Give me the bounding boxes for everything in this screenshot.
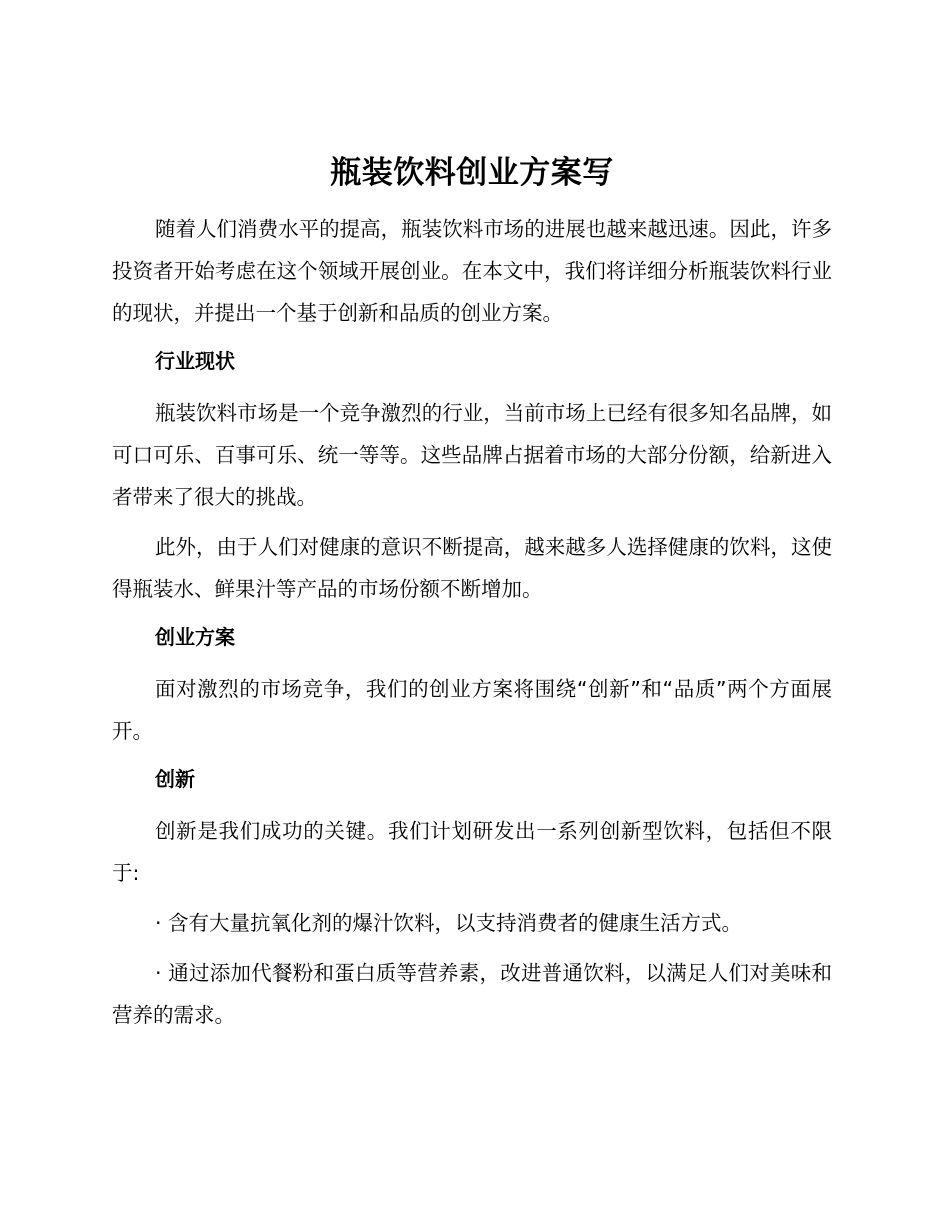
document-title: 瓶装饮料创业方案写 (330, 155, 614, 191)
document-page (112, 150, 832, 1036)
section-heading-industry: 行业现状 (155, 349, 235, 373)
section-heading-innovation: 创新 (155, 767, 195, 791)
section-heading-plan: 创业方案 (155, 625, 235, 649)
innovation-bullet-2: · 通过添加代餐粉和蛋白质等营养素，改进普通饮料，以满足人们对美味和营养的需求。 (112, 961, 832, 1027)
plan-paragraph-1: 面对激烈的市场竞争，我们的创业方案将围绕“创新”和“品质”两个方面展开。 (112, 677, 832, 743)
innovation-bullet-1: · 含有大量抗氧化剂的爆汁饮料，以支持消费者的健康生活方式。 (155, 911, 743, 935)
industry-paragraph-2: 此外，由于人们对健康的意识不断提高，越来越多人选择健康的饮料，这使得瓶装水、鲜果汁等产品的市场份额不断增加。 (112, 535, 832, 601)
intro-paragraph: 随着人们消费水平的提高，瓶装饮料市场的进展也越来越迅速。因此，许多投资者开始考虑在这个领域开展创业。在本文中，我们将详细分析瓶装饮料行业的现状，并提出一个基于创新和品质的创业方案。 (112, 217, 832, 325)
industry-paragraph-1: 瓶装饮料市场是一个竞争激烈的行业，当前市场上已经有很多知名品牌，如可口可乐、百事可乐、统一等等。这些品牌占据着市场的大部分份额，给新进入者带来了很大的挑战。 (112, 401, 832, 509)
innovation-paragraph-1: 创新是我们成功的关键。我们计划研发出一系列创新型饮料，包括但不限于: (112, 819, 832, 885)
